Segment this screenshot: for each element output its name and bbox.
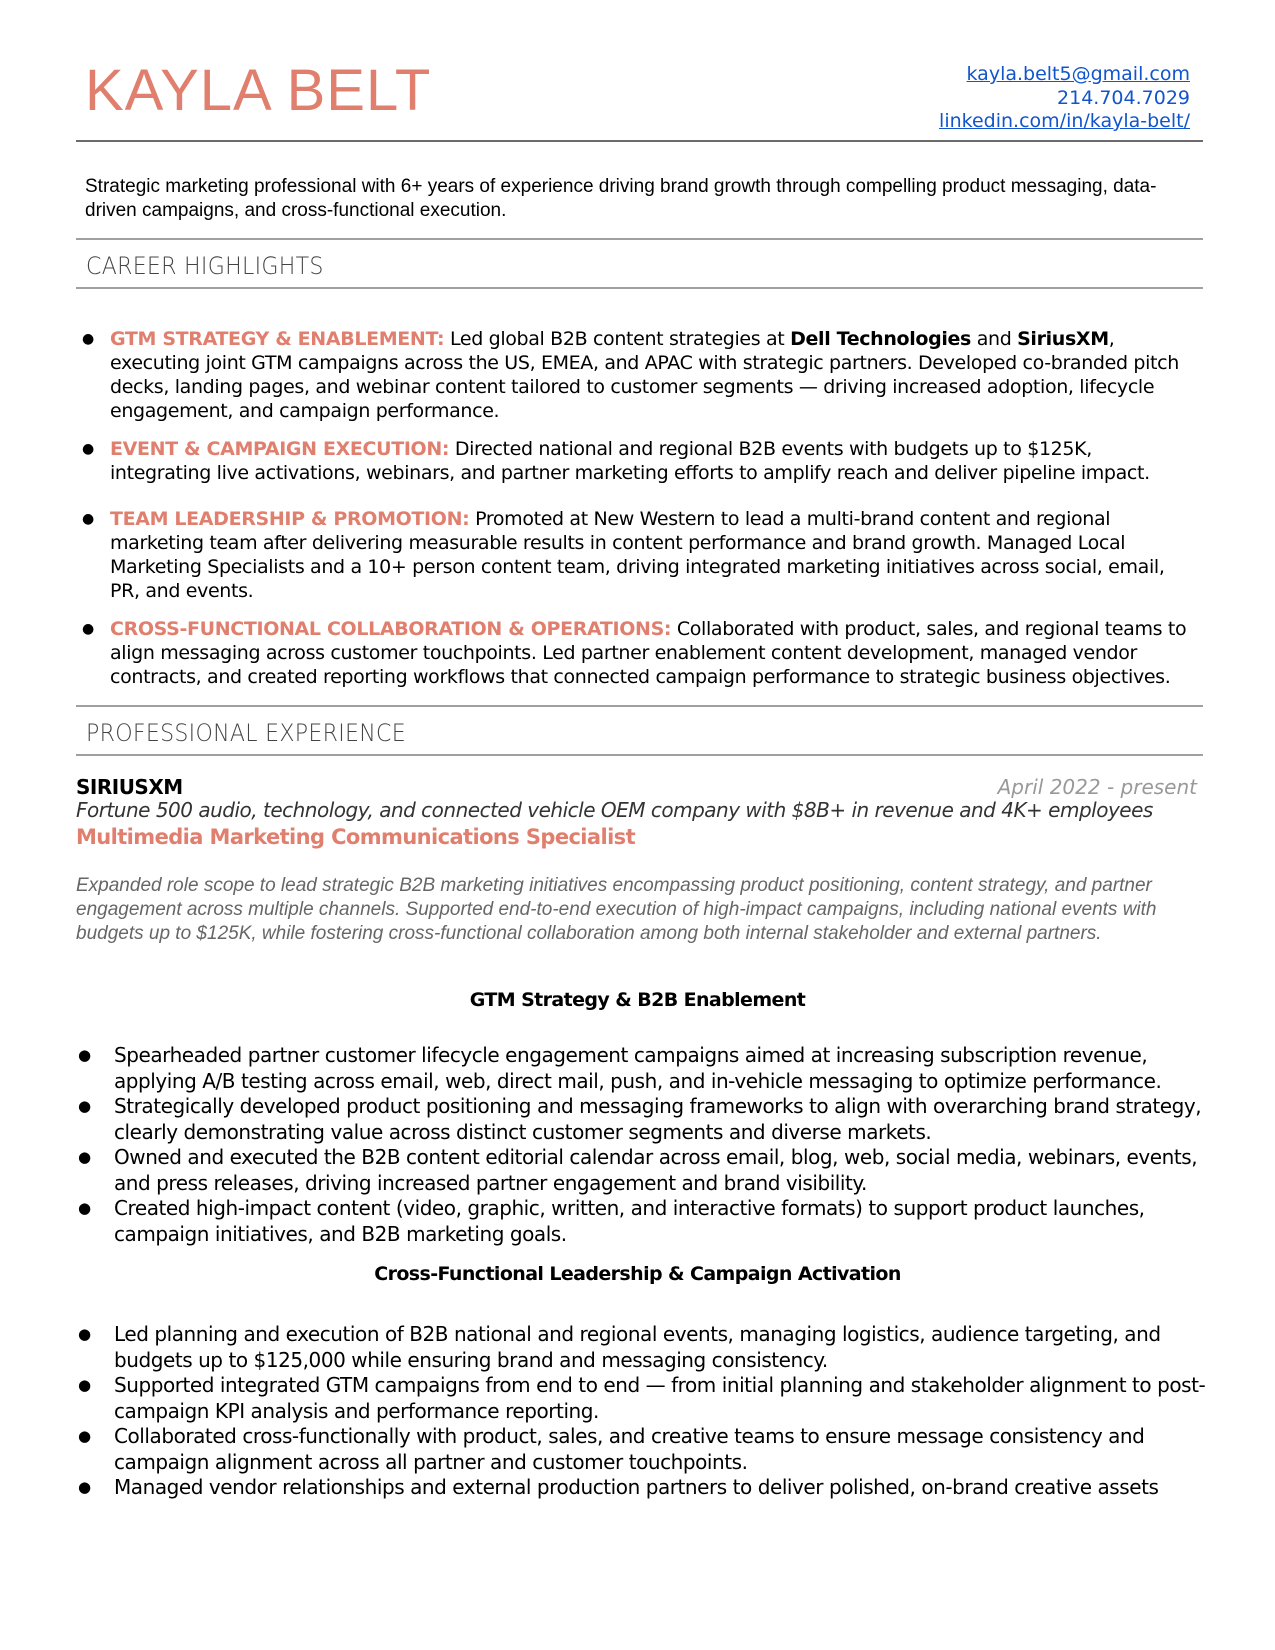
highlight-text: Promoted at New Western to lead a multi-brand content and regional marketing team after delivering measurable results in content performance and brand growth. Managed Local Marketing Specialists and a 10+ person content team, driving integrated marketing initiatives across social, email, PR, and events. [110, 508, 1165, 602]
highlight-item [82, 437, 1192, 485]
bullet-text: Strategically developed product positioning and messaging frameworks to align with overarching brand strategy, clearly demonstrating value across distinct customer segments and diverse markets. [114, 1094, 1202, 1144]
highlight-text: Directed national and regional B2B events with budgets up to $125K, integrating live activations, webinars, and partner marketing efforts to amplify reach and deliver pipeline impact. [110, 438, 1150, 484]
section-divider [76, 238, 1203, 240]
bullet-icon: ● [78, 1046, 91, 1064]
highlight-text: Led global B2B content strategies at [444, 328, 791, 350]
section-title-professional-experience: PROFESSIONAL EXPERIENCE [86, 719, 406, 747]
highlight-item [82, 327, 1192, 423]
bullet-text: Managed vendor relationships and external production partners to deliver polished, on-brand creative assets [114, 1475, 1159, 1499]
bullet-icon: ● [82, 331, 94, 347]
experience-bullet [78, 1475, 1208, 1501]
role-summary: Expanded role scope to lead strategic B2B marketing initiatives encompassing product positioning, content strategy, and partner engagement across multiple channels. Supported end-to-end execution of high-impact campaigns, including national events with budgets up to $125K, while fostering cross-functional collaboration among both internal stakeholder and external partners. [76, 875, 1157, 944]
bullet-text: Supported integrated GTM campaigns from end to end — from initial planning and stakeholder alignment to post-campaign KPI analysis and performance reporting. [114, 1373, 1206, 1423]
bullet-icon: ● [78, 1148, 91, 1166]
highlight-text: and [971, 328, 1018, 350]
bullet-text: Led planning and execution of B2B national and regional events, managing logistics, audience targeting, and budgets up to $125,000 while ensuring brand and messaging consistency. [114, 1322, 1161, 1372]
experience-bullets [78, 1322, 1208, 1501]
subsection-heading: GTM Strategy & B2B Enablement [469, 989, 806, 1011]
company-description: Fortune 500 audio, technology, and connected vehicle OEM company with $8B+ in revenue and 4K+ employees [76, 798, 1153, 822]
highlight-bold: SiriusXM [1017, 328, 1109, 350]
experience-bullet [78, 1094, 1208, 1145]
highlight-label: GTM STRATEGY & ENABLEMENT: [110, 328, 445, 350]
bullet-icon: ● [78, 1325, 91, 1343]
section-divider [76, 287, 1203, 289]
employment-dates: April 2022 - present [997, 775, 1197, 799]
subsection-heading: Cross-Functional Leadership & Campaign Activation [374, 1263, 901, 1285]
linkedin-link[interactable]: linkedin.com/in/kayla-belt/ [939, 110, 1190, 132]
career-highlights-list [82, 327, 1192, 689]
experience-bullet [78, 1373, 1208, 1424]
experience-bullet [78, 1196, 1208, 1247]
candidate-name: KAYLA BELT [85, 58, 432, 123]
experience-bullets [78, 1043, 1208, 1247]
bullet-icon: ● [78, 1478, 91, 1496]
email-link[interactable]: kayla.belt5@gmail.com [966, 63, 1190, 85]
highlight-label: CROSS-FUNCTIONAL COLLABORATION & OPERATIONS: [110, 618, 672, 640]
professional-summary: Strategic marketing professional with 6+ years of experience driving brand growth through compelling product messaging, data-driven campaigns, and cross-functional execution. [85, 176, 1157, 221]
bullet-text: Owned and executed the B2B content editorial calendar across email, blog, web, social media, webinars, events, and press releases, driving increased partner engagement and brand visibility. [114, 1145, 1198, 1195]
section-title-career-highlights: CAREER HIGHLIGHTS [86, 252, 324, 280]
highlight-item [82, 617, 1192, 689]
highlight-item [82, 507, 1192, 603]
company-name: SIRIUSXM [76, 775, 183, 799]
section-divider [76, 754, 1203, 756]
job-title: Multimedia Marketing Communications Specialist [76, 825, 636, 849]
section-divider [76, 705, 1203, 707]
header-divider [76, 140, 1203, 142]
experience-bullet [78, 1145, 1208, 1196]
contact-block [939, 63, 1190, 134]
highlight-text: , executing joint GTM campaigns across the US, EMEA, and APAC with strategic partners. Developed co-branded pitch decks, landing pages, and webinar content tailored to customer segments — driving increased adoption, lifecycle engagement, and campaign performance. [110, 328, 1179, 422]
bullet-icon: ● [78, 1427, 91, 1445]
experience-bullet [78, 1043, 1208, 1094]
highlight-text: Collaborated with product, sales, and regional teams to align messaging across customer touchpoints. Led partner enablement content development, managed vendor contracts, and created reporting workflows that connected campaign performance to strategic business objectives. [110, 618, 1187, 688]
bullet-icon: ● [78, 1097, 91, 1115]
bullet-text: Created high-impact content (video, graphic, written, and interactive formats) to support product launches, campaign initiatives, and B2B marketing goals. [114, 1196, 1145, 1246]
bullet-icon: ● [82, 621, 94, 637]
bullet-icon: ● [82, 511, 94, 527]
experience-bullet [78, 1424, 1208, 1475]
bullet-icon: ● [78, 1199, 91, 1217]
highlight-label: EVENT & CAMPAIGN EXECUTION: [110, 438, 450, 460]
bullet-text: Spearheaded partner customer lifecycle engagement campaigns aimed at increasing subscription revenue, applying A/B testing across email, web, direct mail, push, and in-vehicle messaging to optimize performance. [114, 1043, 1162, 1093]
bullet-icon: ● [82, 441, 94, 457]
highlight-label: TEAM LEADERSHIP & PROMOTION: [110, 508, 470, 530]
experience-bullet [78, 1322, 1208, 1373]
bullet-icon: ● [78, 1376, 91, 1394]
bullet-text: Collaborated cross-functionally with product, sales, and creative teams to ensure message consistency and campaign alignment across all partner and customer touchpoints. [114, 1424, 1145, 1474]
phone-number: 214.704.7029 [1057, 86, 1190, 109]
highlight-bold: Dell Technologies [790, 328, 972, 350]
